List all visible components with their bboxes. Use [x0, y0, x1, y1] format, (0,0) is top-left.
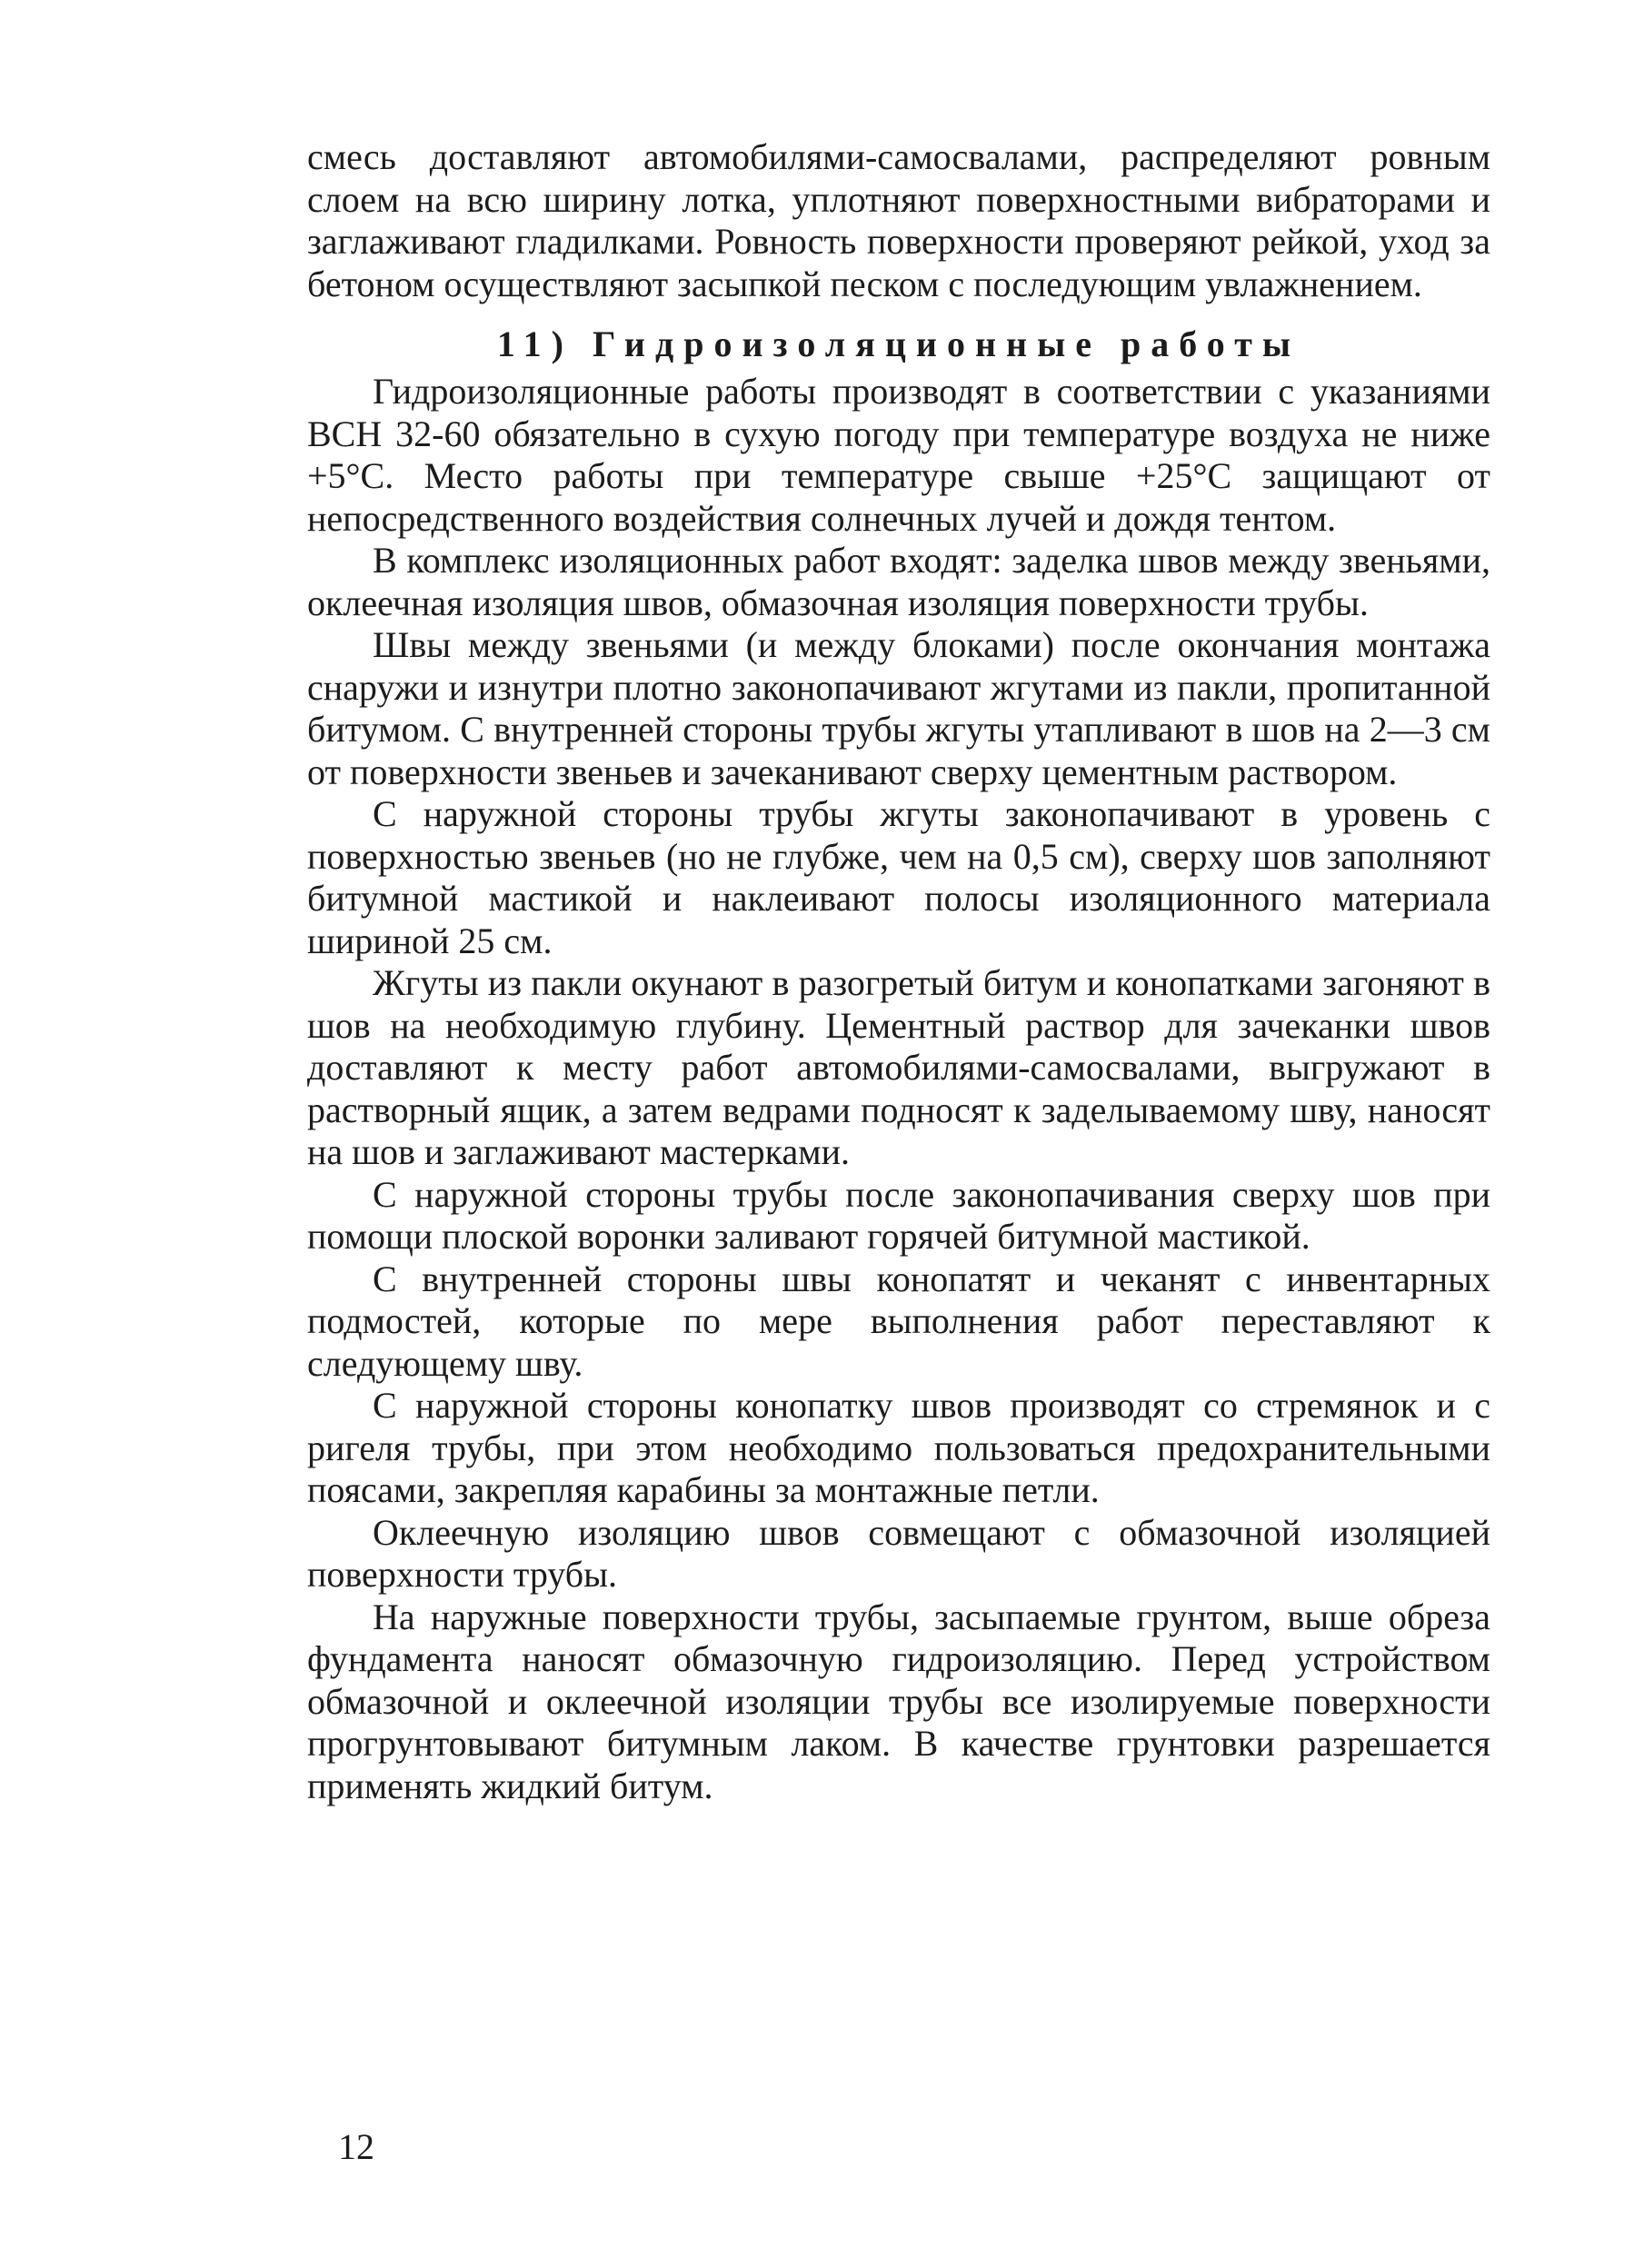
- paragraph-outer-side-caulking: С наружной стороны трубы жгуты законопачивают в уровень с поверхностью звеньев (но не глубже, чем на 0,5 см), сверху шов заполняют битумной мастикой и наклеивают полосы изоляционного материала шириной 25 см.: [307, 793, 1490, 961]
- section-heading-waterproofing: 11) Гидроизоляционные работы: [496, 323, 1301, 364]
- paragraph-mastic-pouring: С наружной стороны трубы после законопачивания сверху шов при помощи плоской воронки заливают горячей битумной мастикой.: [307, 1173, 1490, 1257]
- paragraph-joint-caulking: Швы между звеньями (и между блоками) после окончания монтажа снаружи и изнутри плотно законопачивают жгутами из пакли, пропитанной битумом. С внутренней стороны трубы жгуты утапливают в шов на 2—3 см от поверхности звеньев и зачеканивают сверху цементным раствором.: [307, 624, 1490, 792]
- paragraph-waterproofing-conditions: Гидроизоляционные работы производят в соответствии с указаниями ВСН 32-60 обязательно в сухую погоду при температуре воздуха не ниже +5°С. Место работы при температуре свыше +25°С защищают от непосредственного воздействия солнечных лучей и дождя тентом.: [307, 371, 1490, 539]
- paragraph-coating-waterproofing: На наружные поверхности трубы, засыпаемые грунтом, выше обреза фундамента наносят обмазочную гидроизоляцию. Перед устройством обмазочной и оклеечной изоляции трубы все изолируемые поверхности прогрунтовывают битумным лаком. В качестве грунтовки разрешается применять жидкий битум.: [307, 1596, 1490, 1806]
- document-body: [307, 136, 1490, 1807]
- paragraph-concrete-finish: смесь доставляют автомобилями-самосвалами, распределяют ровным слоем на всю ширину лотка, уплотняют поверхностными вибраторами и заглаживают гладилками. Ровность поверхности проверяют рейкой, уход за бетоном осуществляют засыпкой песком с последующим увлажнением.: [307, 136, 1490, 304]
- paragraph-inner-scaffold: С внутренней стороны швы конопатят и чеканят с инвентарных подмостей, которые по мере выполнения работ переставляют к следующему шву.: [307, 1258, 1490, 1384]
- page-number: 12: [338, 2126, 374, 2167]
- paragraph-insulation-scope: В комплекс изоляционных работ входят: заделка швов между звеньями, оклеечная изоляция швов, обмазочная изоляция поверхности трубы.: [307, 540, 1490, 623]
- paragraph-tow-bitumen: Жгуты из пакли окунают в разогретый битум и конопатками загоняют в шов на необходимую глубину. Цементный раствор для зачеканки швов доставляют к месту работ автомобилями-самосвалами, выгружают в растворный ящик, а затем ведрами подносят к заделываемому шву, наносят на шов и заглаживают мастерками.: [307, 962, 1490, 1172]
- paragraph-safety-belts: С наружной стороны конопатку швов производят со стремянок и с ригеля трубы, при этом необходимо пользоваться предохранительными поясами, закрепляя карабины за монтажные петли.: [307, 1385, 1490, 1510]
- paragraph-combined-insulation: Оклеечную изоляцию швов совмещают с обмазочной изоляцией поверхности трубы.: [307, 1511, 1490, 1595]
